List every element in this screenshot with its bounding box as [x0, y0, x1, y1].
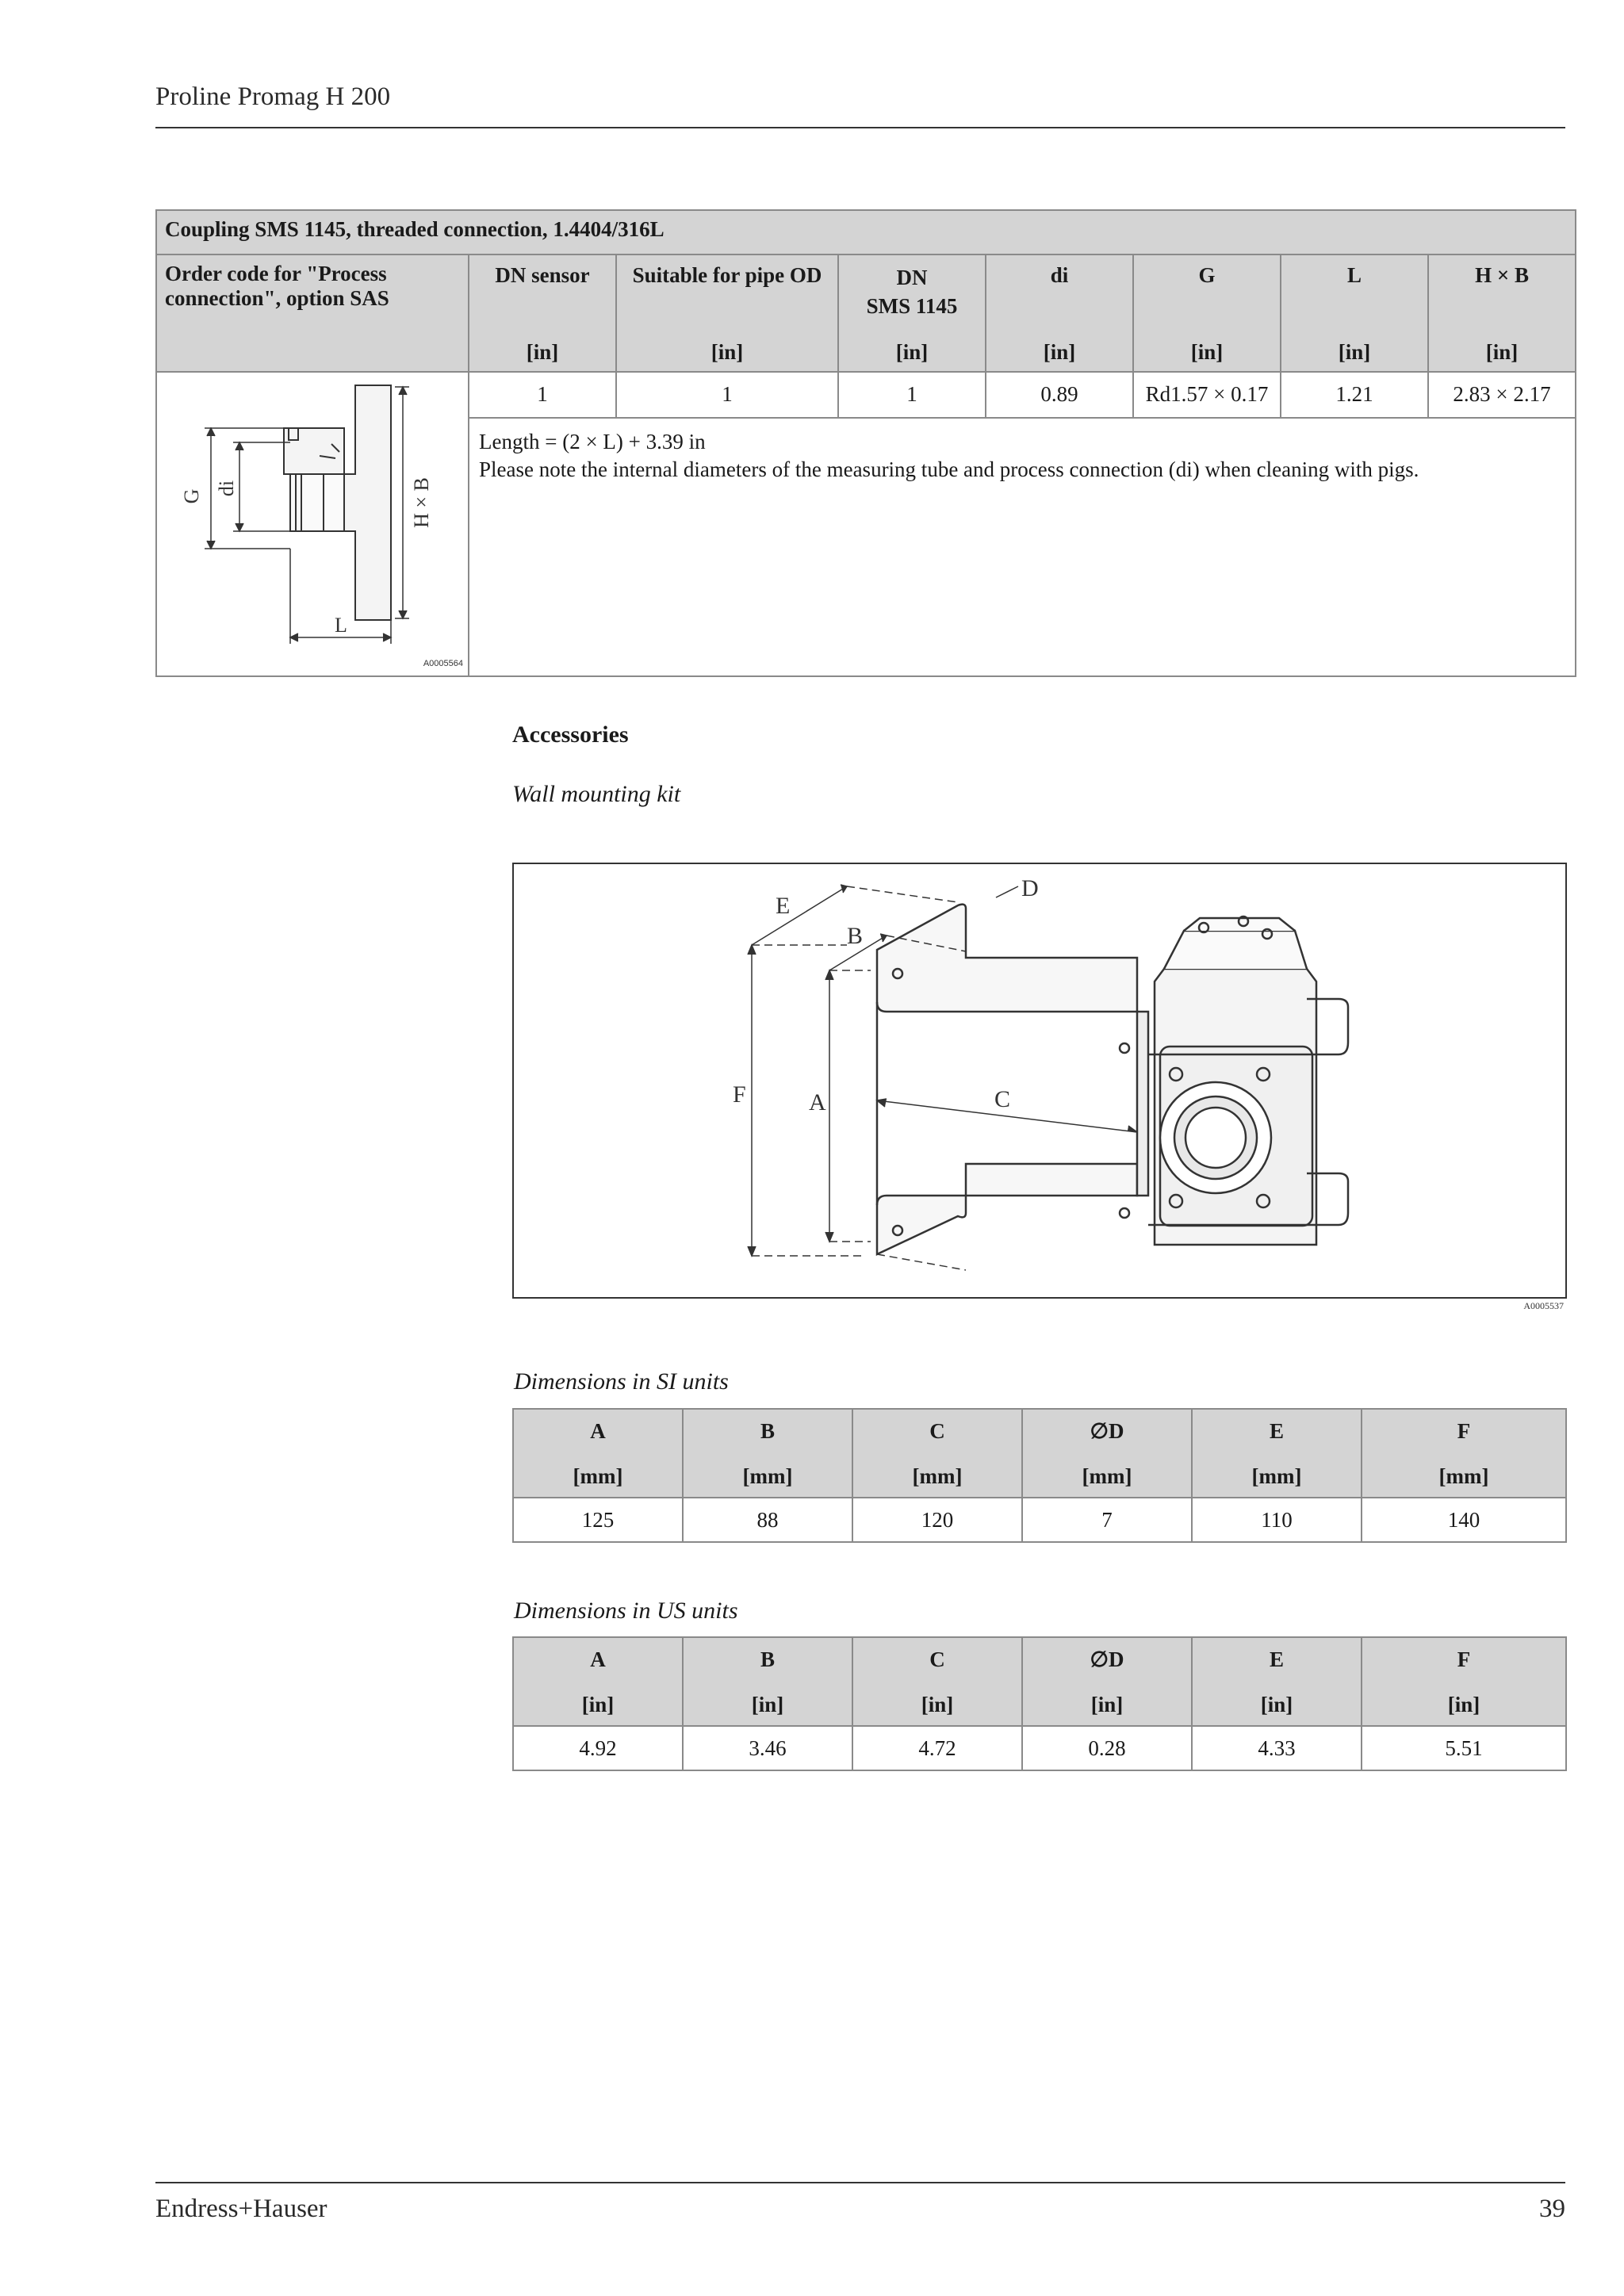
us-header-d: ∅D [in]: [1022, 1637, 1192, 1726]
us-dimensions-table: [512, 1636, 1567, 1771]
si-value-b: 88: [683, 1498, 852, 1542]
wall-label-e: E: [776, 893, 791, 919]
value-dn-sms: 1: [838, 372, 986, 418]
value-di: 0.89: [986, 372, 1133, 418]
length-formula: Length = (2 × L) + 3.39 in: [479, 430, 706, 453]
value-l: 1.21: [1281, 372, 1428, 418]
us-table-caption: Dimensions in US units: [514, 1598, 738, 1624]
col-header-hxb: H × B [in]: [1428, 254, 1576, 372]
col-header-pipe-od: Suitable for pipe OD [in]: [616, 254, 838, 372]
si-table-caption: Dimensions in SI units: [514, 1368, 729, 1395]
si-header-f: F [mm]: [1362, 1409, 1566, 1498]
si-value-c: 120: [852, 1498, 1022, 1542]
col-header-l: L [in]: [1281, 254, 1428, 372]
wall-label-b: B: [847, 923, 864, 949]
coupling-note: [469, 418, 1576, 676]
si-header-b: B [mm]: [683, 1409, 852, 1498]
si-header-d: ∅D [mm]: [1022, 1409, 1192, 1498]
footer-rule: [155, 2182, 1565, 2183]
us-header-f: F [in]: [1362, 1637, 1566, 1726]
page-header-title: Proline Promag H 200: [155, 82, 391, 111]
page-number: 39: [1539, 2195, 1565, 2223]
si-value-a: 125: [513, 1498, 683, 1542]
footer-brand: Endress+Hauser: [155, 2195, 327, 2223]
coupling-label-di: di: [215, 480, 238, 497]
us-header-e: E [in]: [1192, 1637, 1362, 1726]
us-header-c: C [in]: [852, 1637, 1022, 1726]
col-header-dn-sensor: DN sensor [in]: [469, 254, 616, 372]
us-value-e: 4.33: [1192, 1726, 1362, 1770]
us-value-c: 4.72: [852, 1726, 1022, 1770]
coupling-table: [155, 209, 1576, 677]
coupling-label-hxb: H × B: [410, 477, 433, 528]
coupling-table-caption: Coupling SMS 1145, threaded connection, 1.4404/316L: [156, 210, 1576, 254]
wall-figure-id: A0005537: [1523, 1300, 1564, 1311]
coupling-drawing: [157, 373, 469, 674]
us-value-d: 0.28: [1022, 1726, 1192, 1770]
order-code-header: Order code for "Process connection", option SAS: [156, 254, 469, 372]
coupling-figure-id: A0005564: [423, 659, 463, 668]
value-dn-sensor: 1: [469, 372, 616, 418]
si-value-d: 7: [1022, 1498, 1192, 1542]
si-dimensions-table: [512, 1408, 1567, 1543]
si-value-e: 110: [1192, 1498, 1362, 1542]
coupling-label-l: L: [335, 614, 347, 637]
value-hxb: 2.83 × 2.17: [1428, 372, 1576, 418]
header-rule: [155, 127, 1565, 128]
coupling-drawing-cell: [156, 372, 469, 676]
si-header-a: A [mm]: [513, 1409, 683, 1498]
wall-label-a: A: [809, 1089, 826, 1115]
si-value-f: 140: [1362, 1498, 1566, 1542]
si-header-c: C [mm]: [852, 1409, 1022, 1498]
pig-cleaning-note: Please note the internal diameters of the measuring tube and process connection (di) when cleaning with pigs.: [479, 457, 1419, 481]
accessories-heading: Accessories: [512, 721, 629, 748]
us-value-f: 5.51: [1362, 1726, 1566, 1770]
value-g: Rd1.57 × 0.17: [1133, 372, 1281, 418]
si-header-e: E [mm]: [1192, 1409, 1362, 1498]
wall-mounting-figure: [512, 863, 1567, 1299]
wall-mounting-drawing: [514, 864, 1565, 1297]
us-value-a: 4.92: [513, 1726, 683, 1770]
wall-mounting-kit-heading: Wall mounting kit: [512, 781, 681, 807]
wall-label-d: D: [1021, 875, 1039, 901]
us-value-b: 3.46: [683, 1726, 852, 1770]
value-pipe-od: 1: [616, 372, 838, 418]
col-header-dn-sms: DN SMS 1145 [in]: [838, 254, 986, 372]
wall-label-f: F: [733, 1081, 746, 1108]
col-header-di: di [in]: [986, 254, 1133, 372]
us-header-b: B [in]: [683, 1637, 852, 1726]
coupling-label-g: G: [180, 488, 203, 504]
wall-label-c: C: [994, 1086, 1011, 1112]
col-header-g: G [in]: [1133, 254, 1281, 372]
us-header-a: A [in]: [513, 1637, 683, 1726]
